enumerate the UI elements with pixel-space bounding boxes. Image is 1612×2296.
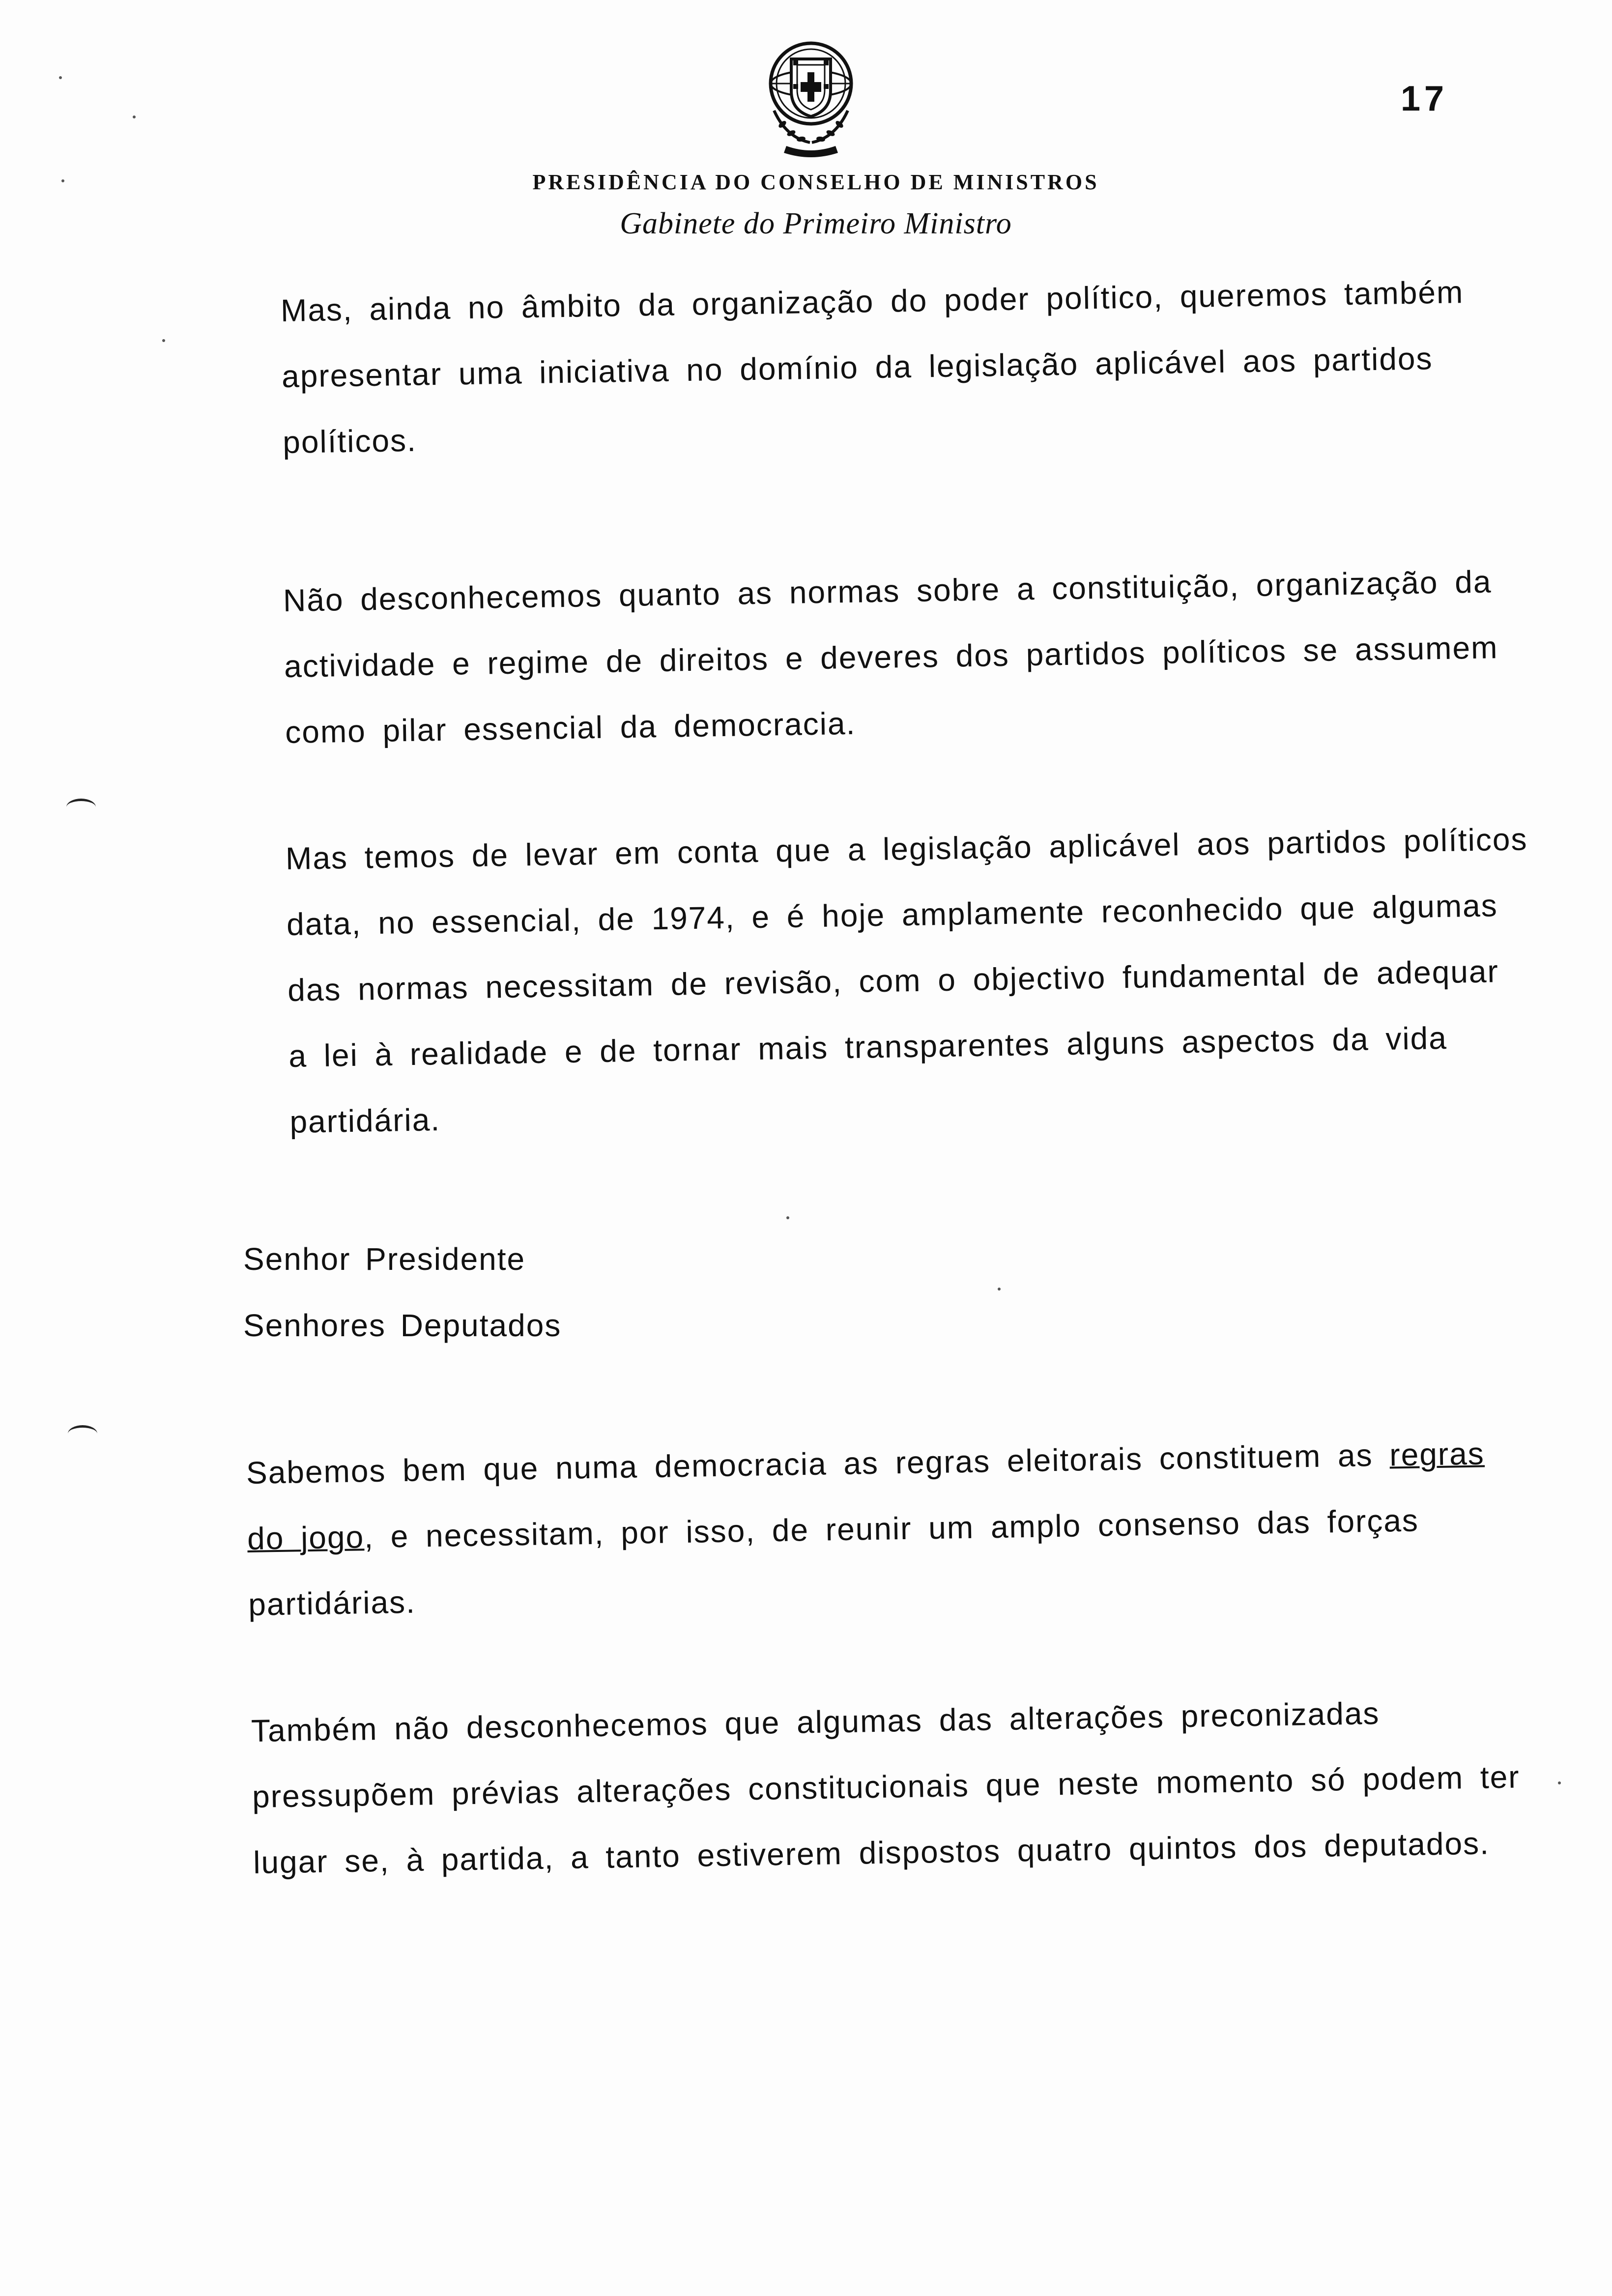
scan-speck bbox=[59, 76, 62, 79]
page-number: 17 bbox=[1401, 79, 1448, 118]
scan-speck bbox=[133, 115, 136, 118]
paragraph-4-start: Sabemos bem que numa democracia as regras eleitorais constituem as bbox=[246, 1437, 1374, 1491]
scan-speck bbox=[61, 179, 64, 182]
paragraph-4 bbox=[246, 1420, 1526, 1637]
salutation-deputies: Senhores Deputados bbox=[243, 1308, 562, 1343]
paragraph-2: Não desconhecemos quanto as normas sobre a constituição, organização da actividade e regime de direitos e deveres dos partidos políticos se assumem como pilar essencial da democracia. bbox=[283, 564, 1498, 750]
scan-speck bbox=[998, 1288, 1001, 1291]
margin-mark bbox=[66, 799, 96, 816]
scan-speck bbox=[162, 339, 165, 342]
coat-of-arms-icon bbox=[752, 37, 870, 160]
scan-speck bbox=[786, 1216, 789, 1219]
margin-mark bbox=[68, 1425, 97, 1442]
paragraph-3: Mas temos de levar em conta que a legislação aplicável aos partidos políticos data, no essencial, de 1974, e é hoje amplamente reconhecido que algumas das normas necessitam de revisão, com o objectivo fundamental de adequar a lei à realidade e de tornar mais transparentes alguns aspectos da vida partidária. bbox=[285, 821, 1528, 1140]
scan-speck bbox=[1558, 1781, 1561, 1784]
paragraph-1: Mas, ainda no âmbito da organização do poder político, queremos também apresentar uma iniciativa no domínio da legislação aplicável aos partidos políticos. bbox=[280, 274, 1464, 460]
office-subtitle: Gabinete do Primeiro Ministro bbox=[620, 207, 1012, 240]
paragraph-4-end: , e necessitam, por isso, de reunir um amplo consenso das forças partidárias. bbox=[248, 1502, 1419, 1622]
salutation-president: Senhor Presidente bbox=[243, 1241, 526, 1277]
underlined-phrase: regras do jogo bbox=[247, 1435, 1485, 1556]
paragraph-5: Também não desconhecemos que algumas das alterações preconizadas pressupõem prévias alterações constitucionais que neste momento só podem ter lugar se, à partida, a tanto estiverem dispostos quatro quintos dos deputados. bbox=[251, 1695, 1521, 1880]
institution-title: PRESIDÊNCIA DO CONSELHO DE MINISTROS bbox=[532, 170, 1099, 194]
